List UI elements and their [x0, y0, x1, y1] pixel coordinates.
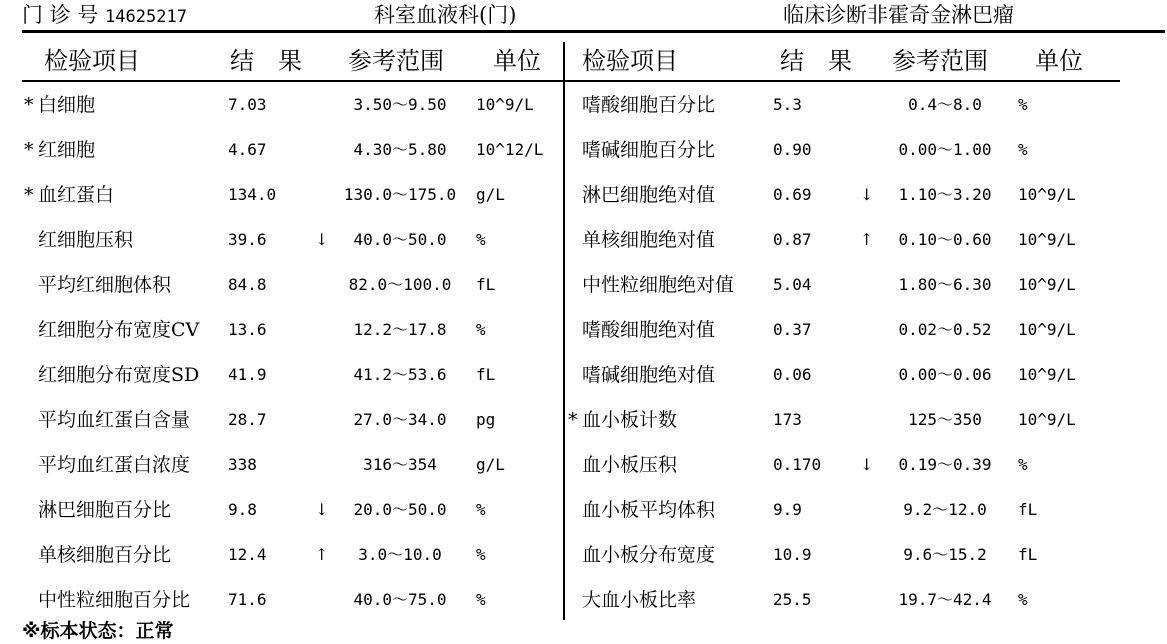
test-result-value: 71.6: [228, 590, 267, 609]
diagnosis-value: 非霍奇金淋巴瘤: [867, 3, 1014, 27]
reference-range: 0.00～1.00: [898, 140, 992, 159]
reference-range: 125～350: [908, 410, 982, 429]
reference-range: 12.2～17.8: [353, 320, 447, 339]
test-result-value: 39.6: [228, 230, 267, 249]
department-label: 科室: [374, 3, 416, 27]
department-value: 血液科(门): [416, 3, 517, 27]
abnormal-flag-arrow: ↓: [860, 455, 874, 474]
test-unit: %: [1018, 455, 1028, 474]
test-item-name: 嗜碱细胞绝对值: [582, 364, 716, 386]
key-item-marker: *: [568, 409, 578, 431]
test-result-value: 10.9: [773, 545, 812, 564]
test-item-name: 淋巴细胞百分比: [38, 499, 172, 521]
abnormal-flag-arrow: ↓: [315, 500, 329, 519]
clinic-number-field: [22, 0, 187, 30]
test-item-name: 单核细胞百分比: [38, 544, 172, 566]
key-item-marker: *: [24, 94, 34, 116]
reference-range: 82.0～100.0: [348, 275, 452, 294]
reference-range: 0.00～0.06: [898, 365, 992, 384]
reference-range: 4.30～5.80: [353, 140, 447, 159]
test-unit: 10^9/L: [1018, 365, 1076, 384]
test-unit: fL: [1018, 500, 1038, 519]
test-item-name: 白细胞: [38, 94, 96, 116]
test-item-name: 血小板平均体积: [582, 499, 716, 521]
test-unit: %: [1018, 140, 1028, 159]
test-result-value: 5.3: [773, 95, 802, 114]
test-result-value: 338: [228, 455, 257, 474]
test-item-name: 红细胞分布宽度SD: [38, 364, 200, 386]
test-unit: %: [1018, 95, 1028, 114]
test-result-value: 0.37: [773, 320, 812, 339]
test-unit: 10^9/L: [1018, 275, 1076, 294]
test-item-name: 血小板计数: [582, 409, 678, 431]
test-unit: 10^9/L: [1018, 185, 1076, 204]
test-result-value: 13.6: [228, 320, 267, 339]
col-header-unit-right: 单位: [1035, 47, 1083, 75]
col-header-result-left: 结 果: [230, 47, 302, 75]
table-column-divider: [563, 42, 565, 620]
reference-range: 27.0～34.0: [353, 410, 447, 429]
key-item-marker: *: [24, 139, 34, 161]
test-item-name: 红细胞压积: [38, 229, 134, 251]
abnormal-flag-arrow: ↓: [315, 230, 329, 249]
clinic-number-value: 14625217: [105, 7, 187, 27]
test-result-value: 0.90: [773, 140, 812, 159]
reference-range: 9.6～15.2: [903, 545, 987, 564]
test-unit: 10^12/L: [476, 140, 544, 159]
test-unit: g/L: [476, 185, 505, 204]
reference-range: 0.4～8.0: [908, 95, 982, 114]
col-header-result-right: 结 果: [780, 47, 852, 75]
col-header-item-right: 检验项目: [582, 47, 678, 75]
test-result-value: 0.170: [773, 455, 822, 474]
test-item-name: 血小板分布宽度: [582, 544, 716, 566]
test-item-name: 红细胞: [38, 139, 96, 161]
reference-range: 3.50～9.50: [353, 95, 447, 114]
reference-range: 19.7～42.4: [898, 590, 992, 609]
test-result-value: 84.8: [228, 275, 267, 294]
test-item-name: 淋巴细胞绝对值: [582, 184, 716, 206]
test-item-name: 嗜酸细胞绝对值: [582, 319, 716, 341]
reference-range: 0.02～0.52: [898, 320, 992, 339]
test-unit: 10^9/L: [1018, 230, 1076, 249]
test-unit: %: [476, 320, 486, 339]
test-unit: %: [476, 500, 486, 519]
test-item-name: 红细胞分布宽度CV: [38, 319, 200, 341]
abnormal-flag-arrow: ↓: [860, 185, 874, 204]
test-result-value: 7.03: [228, 95, 267, 114]
reference-range: 41.2～53.6: [353, 365, 447, 384]
test-result-value: 4.67: [228, 140, 267, 159]
test-item-name: 血红蛋白: [38, 184, 115, 206]
diagnosis-label: 临床诊断: [783, 3, 867, 27]
test-result-value: 0.06: [773, 365, 812, 384]
reference-range: 130.0～175.0: [343, 185, 457, 204]
col-header-range-left: 参考范围: [348, 47, 444, 75]
test-unit: fL: [1018, 545, 1038, 564]
test-item-name: 平均红细胞体积: [38, 274, 172, 296]
test-item-name: 大血小板比率: [582, 589, 697, 611]
test-unit: 10^9/L: [1018, 320, 1076, 339]
test-item-name: 血小板压积: [582, 454, 678, 476]
col-header-unit-left: 单位: [493, 47, 541, 75]
test-item-name: 中性粒细胞百分比: [38, 589, 191, 611]
reference-range: 3.0～10.0: [358, 545, 442, 564]
reference-range: 1.80～6.30: [898, 275, 992, 294]
reference-range: 40.0～50.0: [353, 230, 447, 249]
test-result-value: 28.7: [228, 410, 267, 429]
test-result-value: 9.8: [228, 500, 257, 519]
reference-range: 0.10～0.60: [898, 230, 992, 249]
key-item-marker: *: [24, 184, 34, 206]
test-result-value: 41.9: [228, 365, 267, 384]
test-result-value: 5.04: [773, 275, 812, 294]
test-item-name: 中性粒细胞绝对值: [582, 274, 735, 296]
abnormal-flag-arrow: ↑: [860, 230, 874, 249]
test-unit: fL: [476, 275, 496, 294]
header-rule: [22, 30, 1165, 33]
test-result-value: 12.4: [228, 545, 267, 564]
test-result-value: 0.69: [773, 185, 812, 204]
reference-range: 1.10～3.20: [898, 185, 992, 204]
test-unit: 10^9/L: [1018, 410, 1076, 429]
reference-range: 0.19～0.39: [898, 455, 992, 474]
test-unit: pg: [476, 410, 496, 429]
test-result-value: 9.9: [773, 500, 802, 519]
reference-range: 316～354: [363, 455, 437, 474]
test-unit: %: [476, 545, 486, 564]
test-unit: %: [476, 230, 486, 249]
test-unit: g/L: [476, 455, 505, 474]
col-header-item-left: 检验项目: [44, 47, 140, 75]
col-header-range-right: 参考范围: [892, 47, 988, 75]
column-header-rule: [22, 80, 1120, 82]
department-field: [374, 0, 516, 30]
reference-range: 20.0～50.0: [353, 500, 447, 519]
test-item-name: 嗜碱细胞百分比: [582, 139, 716, 161]
test-result-value: 25.5: [773, 590, 812, 609]
test-unit: %: [476, 590, 486, 609]
test-result-value: 173: [773, 410, 802, 429]
test-item-name: 单核细胞绝对值: [582, 229, 716, 251]
test-unit: fL: [476, 365, 496, 384]
reference-range: 40.0～75.0: [353, 590, 447, 609]
diagnosis-field: [783, 0, 1014, 30]
test-result-value: 0.87: [773, 230, 812, 249]
clinic-number-label: 门 诊 号: [22, 3, 99, 27]
abnormal-flag-arrow: ↑: [315, 545, 329, 564]
test-unit: 10^9/L: [476, 95, 534, 114]
reference-range: 9.2～12.0: [903, 500, 987, 519]
specimen-status: ※标本状态：正常: [22, 620, 174, 642]
test-item-name: 平均血红蛋白浓度: [38, 454, 191, 476]
test-item-name: 嗜酸细胞百分比: [582, 94, 716, 116]
test-unit: %: [1018, 590, 1028, 609]
test-item-name: 平均血红蛋白含量: [38, 409, 191, 431]
test-result-value: 134.0: [228, 185, 277, 204]
